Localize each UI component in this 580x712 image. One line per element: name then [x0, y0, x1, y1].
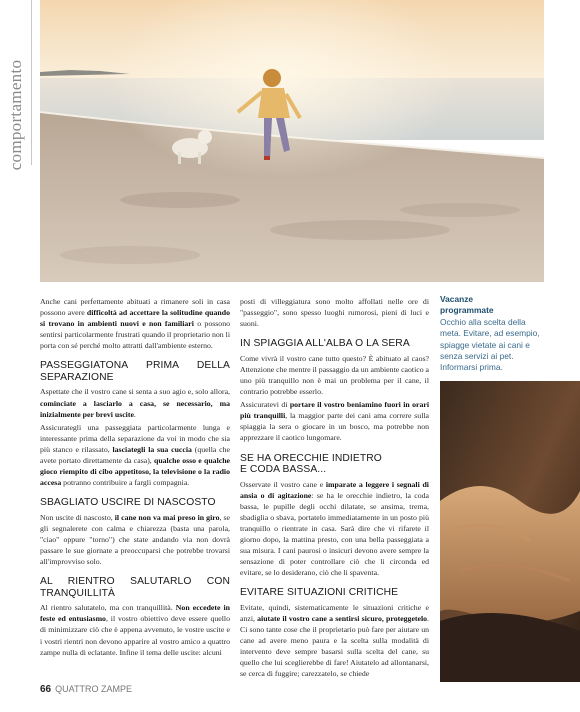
margin-rule [31, 0, 32, 165]
article-column-1 [40, 296, 230, 660]
section-label-text: comportamento [6, 59, 25, 171]
subheading: IN SPIAGGIA ALL'ALBA O LA SERA [240, 338, 410, 350]
beach-photo-illustration [40, 0, 544, 282]
page-footer [40, 684, 132, 695]
side-photo [440, 381, 580, 682]
sidebar-title: Vacanze programmate [440, 294, 494, 316]
subheading: SBAGLIATO USCIRE DI NASCOSTO [40, 497, 216, 509]
paragraph: Anche cani perfettamente abituati a rimanere soli in casa possono avere difficoltà ad accettare la solitudine quando si trovano in ambienti nuovi e non familiari o possono sentirsi particolarmente frustrati quando il proprietario non li porta con sé perché molto attratti dall'ambiente esterno. [40, 297, 230, 351]
page-number: 66 [40, 684, 52, 695]
sidebar-text: Occhio alla scelta della meta. Evitare, ad esempio, spiagge vietate ai cani e senza servizi ai pet. Informarsi prima. [440, 316, 540, 373]
paragraph: Osservate il vostro cane e imparate a leggere i segnali di ansia o di agitazione: se ha le orecchie indietro, la coda bassa, le pupille degli occhi dilatate, se ansima, trema, sbadiglia o sbava, portatelo immediatamente in un posto più tranquillo o rientrate in casa. Sarà dire che vi rifarete il giorno dopo, la mattina presto, con una bella passeggiata a sua misura. I cani paurosi o insicuri devono avere sempre la sensazione di poter controllare ciò che li circonda ed evitare, se lo desiderano, ciò che li spaventa. [240, 479, 429, 578]
dog-closeup-illustration [440, 381, 580, 682]
paragraph: Evitate, quindi, sistematicamente le situazioni critiche e anzi, aiutate il vostro cane a sentirsi sicuro, proteggetelo. Ci sono tante cose che il proprietario può fare per aiutare un cane ad avere meno paura e la scelta sulla modalità di intervento deve sempre basarsi sulla scelta del cane, su quello che lui sceglierebbe di fare! Aiutatelo ad allontanarsi, se cerca di fuggire; carezzatelo, se chiede [240, 602, 429, 679]
paragraph: Assicuratevi di portare il vostro beniamino fuori in orari più tranquilli, la maggior parte dei cani ama correre sulla spiaggia la sera o giocare in un bosco, ma potrebbe non apprezzare il caotico lungomare. [240, 400, 430, 443]
subheading: EVITARE SITUAZIONI CRITICHE [240, 587, 399, 599]
paragraph: Al rientro salutatelo, ma con tranquillità. Non eccedete in feste ed entusiasmo, il vostro obiettivo deve essere quello di minimizzare ciò che è appena avvenuto, le vostre uscite e i vostri rientri non devono apparire al vostro amico a quattro zampe nulla di eclatante. Infine il tema delle uscite: alcuni [40, 603, 231, 657]
hero-photo [40, 0, 544, 282]
subheading: PASSEGGIATONA PRIMA DELLA SEPARAZIONE [40, 360, 230, 383]
paragraph: Non uscite di nascosto, il cane non va mai preso in giro, se gli segnalerete con calma e chiarezza (basta una parola, "ciao" oppure "torno") che state andando via non dovrà passare le sue giornate a preoccuparsi che potrebbe trovarsi all'improvviso solo. [40, 512, 230, 567]
sidebar-box [440, 294, 544, 374]
paragraph: Assicurategli una passeggiata particolarmente lunga e interessante prima della separazione da voi in modo che sia più stanco e rilassato, lasciategli la sua cuccia (quella che avete portato direttamente da casa), qualche osso e qualche gioco riempito di cibo appetitoso, la televisione o la radio accesa potranno contribuire a fargli compagnia. [40, 422, 230, 488]
subheading: SE HA ORECCHIE INDIETRO E CODA BASSA... [240, 452, 382, 476]
magazine-name: QUATTRO ZAMPE [55, 684, 132, 694]
section-label [6, 40, 26, 190]
subheading: AL RIENTRO SALUTARLO CON TRANQUILLITÀ [40, 576, 230, 599]
paragraph: posti di villeggiatura sono molto affollati nelle ore di "passeggio", sono spesso luoghi rumorosi, pieni di luci e suoni. [240, 297, 429, 329]
article-column-2 [240, 296, 429, 682]
paragraph: Aspettate che il vostro cane si senta a suo agio e, solo allora, cominciate a lasciarlo a casa, se necessario, ma inizialmente per brevi uscite. [40, 387, 230, 419]
paragraph: Come vivrà il vostro cane tutto questo? È abituato al caos? Attenzione che mentre il passaggio da un ambiente caotico a uno più tranquillo non è mai un problema per il cane, il contrario potrebbe esserlo. [240, 353, 430, 397]
